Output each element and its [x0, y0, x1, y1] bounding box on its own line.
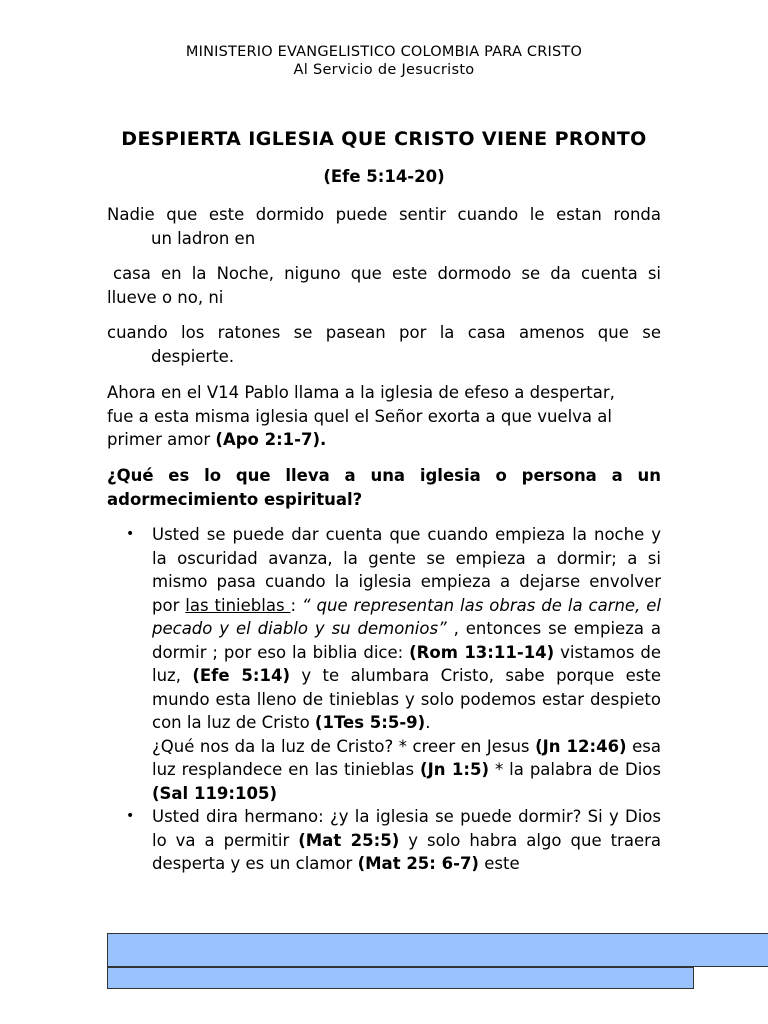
bullet-1-text: :: [290, 595, 303, 615]
bullet-1-ref: (Rom 13:11-14): [409, 642, 555, 662]
list-item: [107, 523, 661, 805]
bullet-1-text: .: [425, 713, 431, 732]
bullet-icon: •: [126, 526, 135, 542]
bullet-1-text: , entonces se empieza a dormir ; por eso la biblia dice:: [152, 619, 662, 662]
paragraph-4-text: primer amor: [107, 430, 216, 449]
document-title: DESPIERTA IGLESIA QUE CRISTO VIENE PRONTO: [121, 128, 647, 150]
scripture-reference: (Efe 5:14-20): [323, 167, 445, 186]
paragraph-2-line-2: llueve o no, ni: [107, 287, 224, 307]
bullet-1-italic: “ que representan las obras de la carne, el pecado y el diablo y su demonios”: [152, 595, 662, 638]
bullet-2-ref: (Mat 25:5): [298, 830, 400, 850]
bullet-1-ref: (Jn 1:5): [420, 760, 490, 779]
paragraph-2: [107, 262, 661, 309]
bullet-2-text: y solo habra algo que traera desperta y es un clamor: [152, 830, 661, 873]
bullet-1-text: vistamos de luz,: [152, 642, 661, 685]
paragraph-2-line-1: casa en la Noche, niguno que este dormodo se da cuenta si: [113, 264, 661, 283]
section-question: ¿Qué es lo que lleva a una iglesia o persona a un adormecimiento espiritual?: [107, 466, 661, 509]
paragraph-3-line-2: despierte.: [151, 346, 235, 366]
bullet-icon: •: [126, 808, 135, 824]
bullet-1-ref: (1Tes 5:5-9): [314, 713, 426, 732]
organization-name: MINISTERIO EVANGELISTICO COLOMBIA PARA CRISTO: [185, 44, 583, 60]
paragraph-1-line-1: Nadie que este dormido puede sentir cuando le estan ronda: [107, 205, 661, 224]
list-item: [107, 805, 661, 876]
bullet-1-subparagraph: [152, 735, 661, 806]
bullet-1-underlined: las tinieblas: [185, 595, 291, 615]
paragraph-4-line-3: [107, 428, 661, 452]
bullet-1-text: * la palabra de Dios: [489, 760, 661, 779]
paragraph-1: [107, 203, 661, 250]
organization-tagline: Al Servicio de Jesucristo: [293, 62, 475, 78]
bullet-2-text: este: [478, 854, 520, 873]
bullet-2-ref: (Mat 25: 6-7): [357, 854, 479, 873]
bullet-1-text: y te alumbara Cristo, sabe porque este mundo esta lleno de tinieblas y solo podemos estar despieto con la luz de Cristo: [152, 666, 661, 732]
paragraph-4-line-2: fue a esta misma iglesia quel el Señor exorta a que vuelva al: [107, 406, 612, 426]
paragraph-4-line-1: Ahora en el V14 Pablo llama a la iglesia de efeso a despertar,: [107, 383, 615, 402]
paragraph-3-line-1: cuando los ratones se pasean por la casa amenos que se: [107, 323, 661, 342]
bullet-1-text: esa luz resplandece en las tinieblas: [152, 736, 662, 779]
bullet-1-ref: (Jn 12:46): [535, 736, 627, 756]
bullet-1-ref: (Efe 5:14): [192, 666, 290, 685]
paragraph-3: [107, 321, 661, 368]
bullet-1-text: Usted se puede dar cuenta que cuando empieza la noche y la oscuridad avanza, la gente se empieza a dormir; a si mismo pasa cuando la iglesia empieza a dejarse envolver por: [152, 525, 661, 615]
bullet-2-text: Usted dira hermano: ¿y la iglesia se puede dormir? Si y Dios lo va a permitir: [152, 807, 661, 850]
paragraph-4: [107, 381, 661, 452]
bullet-1-ref: (Sal 119:105): [152, 783, 277, 803]
footer-box-lower: [107, 967, 694, 989]
paragraph-1-line-2: un ladron en: [151, 228, 256, 248]
paragraph-4-ref: (Apo 2:1-7).: [215, 430, 327, 449]
bullet-list: [107, 523, 661, 876]
bullet-1-text: ¿Qué nos da la luz de Cristo? * creer en Jesus: [152, 736, 536, 756]
footer-box-upper: [107, 933, 768, 967]
